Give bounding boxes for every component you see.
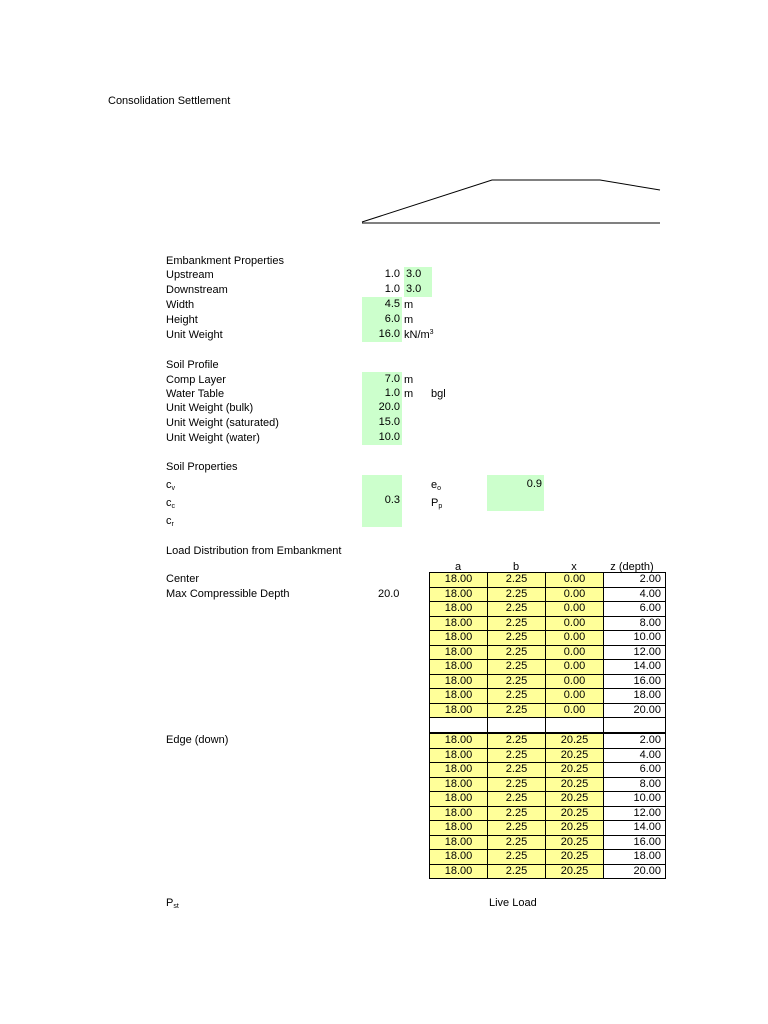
table-cell[interactable]: 18.00	[430, 864, 488, 879]
table-row	[430, 616, 666, 631]
table-cell[interactable]: 2.25	[488, 645, 546, 660]
table-cell[interactable]: 18.00	[430, 748, 488, 763]
table-row	[430, 703, 666, 718]
table-cell[interactable]: 20.25	[546, 777, 604, 792]
table-cell[interactable]: 2.25	[488, 792, 546, 807]
center-load-table	[429, 572, 666, 733]
table-row	[430, 734, 666, 749]
cr-label: $c_r$	[166, 515, 174, 528]
table-row	[430, 660, 666, 675]
table-cell[interactable]: 18.00	[430, 763, 488, 778]
table-cell[interactable]: 18.00	[604, 850, 666, 865]
max-depth-label: Max Compressible Depth	[166, 588, 290, 600]
table-cell[interactable]: 18.00	[430, 777, 488, 792]
table-cell[interactable]: 18.00	[430, 792, 488, 807]
table-cell[interactable]: 0.00	[546, 602, 604, 617]
table-cell[interactable]: 2.25	[488, 616, 546, 631]
embankment-value-secondary[interactable]: 3.0	[404, 267, 432, 282]
table-row	[430, 645, 666, 660]
embankment-unit: m	[404, 314, 414, 326]
table-cell[interactable]: 20.25	[546, 864, 604, 879]
soil-profile-value[interactable]: 10.0	[362, 430, 402, 445]
soil-profile-label: Unit Weight (saturated)	[166, 417, 279, 429]
table-cell[interactable]: 20.00	[604, 703, 666, 718]
soil-profile-heading: Soil Profile	[166, 359, 219, 371]
table-cell[interactable]: 2.25	[488, 631, 546, 646]
table-cell[interactable]: 18.00	[430, 689, 488, 704]
table-row	[430, 631, 666, 646]
table-cell[interactable]: 0.00	[546, 703, 604, 718]
embankment-label: Upstream	[166, 269, 214, 281]
table-cell[interactable]: 0.00	[546, 631, 604, 646]
pp-label: $P_p$	[431, 497, 443, 510]
embankment-value[interactable]: 1.0	[384, 283, 400, 295]
table-row-blank	[430, 718, 666, 733]
table-row	[430, 850, 666, 865]
table-row	[430, 689, 666, 704]
table-cell[interactable]: 20.25	[546, 835, 604, 850]
table-cell[interactable]: 20.25	[546, 763, 604, 778]
table-row	[430, 821, 666, 836]
table-cell[interactable]	[546, 718, 604, 733]
table-cell[interactable]: 18.00	[430, 587, 488, 602]
table-cell[interactable]: 2.25	[488, 703, 546, 718]
table-cell[interactable]: 2.25	[488, 689, 546, 704]
table-cell[interactable]: 20.25	[546, 850, 604, 865]
table-row	[430, 602, 666, 617]
table-cell[interactable]: 10.00	[604, 631, 666, 646]
max-depth-value: 20.0	[378, 588, 400, 600]
col-header-a: a	[454, 561, 462, 573]
table-cell[interactable]: 2.25	[488, 864, 546, 879]
table-cell[interactable]: 0.00	[546, 645, 604, 660]
soil-profile-value[interactable]: 20.0	[362, 400, 402, 415]
table-cell[interactable]: 8.00	[604, 777, 666, 792]
table-cell[interactable]	[604, 718, 666, 733]
table-cell[interactable]: 2.25	[488, 602, 546, 617]
soil-profile-label: Unit Weight (bulk)	[166, 402, 254, 414]
table-cell[interactable]: 2.25	[488, 777, 546, 792]
table-cell[interactable]: 2.00	[604, 573, 666, 588]
table-row	[430, 864, 666, 879]
embankment-label: Unit Weight	[166, 329, 223, 341]
soil-profile-note: bgl	[431, 388, 446, 400]
soil-profile-value[interactable]: 1.0	[362, 386, 402, 401]
table-cell[interactable]: 20.25	[546, 748, 604, 763]
embankment-value-secondary[interactable]: 3.0	[404, 282, 432, 297]
table-cell[interactable]: 18.00	[430, 674, 488, 689]
table-cell[interactable]: 18.00	[430, 734, 488, 749]
table-cell[interactable]: 16.00	[604, 674, 666, 689]
table-cell[interactable]: 18.00	[430, 573, 488, 588]
table-cell[interactable]: 18.00	[430, 806, 488, 821]
col-header-z: z (depth)	[610, 561, 654, 573]
table-cell[interactable]: 2.00	[604, 734, 666, 749]
soil-profile-unit: m	[404, 388, 414, 400]
eo-value[interactable]: 0.9	[487, 475, 544, 493]
eo-label: $e_o$	[431, 479, 442, 492]
embankment-label: Height	[166, 314, 198, 326]
table-cell[interactable]: 0.00	[546, 689, 604, 704]
table-cell[interactable]: 2.25	[488, 821, 546, 836]
cv-label: $c_v$	[166, 479, 175, 492]
col-header-x: x	[571, 561, 577, 573]
soil-properties-heading: Soil Properties	[166, 461, 238, 473]
table-cell[interactable]: 4.00	[604, 587, 666, 602]
embankment-value[interactable]: 1.0	[384, 268, 400, 280]
table-cell[interactable]: 18.00	[430, 616, 488, 631]
table-cell[interactable]: 18.00	[430, 645, 488, 660]
table-cell[interactable]: 2.25	[488, 734, 546, 749]
table-row	[430, 748, 666, 763]
table-cell[interactable]: 2.25	[488, 850, 546, 865]
table-cell[interactable]: 16.00	[604, 835, 666, 850]
pst-label: $P_{st}$	[166, 897, 179, 910]
table-cell[interactable]: 18.00	[430, 821, 488, 836]
table-row	[430, 777, 666, 792]
soil-profile-label: Water Table	[166, 388, 225, 400]
cc-label: $c_c$	[166, 497, 175, 510]
soil-profile-label: Comp Layer	[166, 374, 226, 386]
table-cell[interactable]: 18.00	[430, 631, 488, 646]
table-cell[interactable]: 0.00	[546, 616, 604, 631]
soil-profile-value[interactable]: 15.0	[362, 415, 402, 430]
table-cell[interactable]: 20.00	[604, 864, 666, 879]
embankment-unit: m	[404, 299, 414, 311]
table-cell[interactable]: 4.00	[604, 748, 666, 763]
table-row	[430, 573, 666, 588]
table-row	[430, 835, 666, 850]
center-label: Center	[166, 573, 200, 585]
table-cell[interactable]: 0.00	[546, 573, 604, 588]
table-cell[interactable]: 6.00	[604, 602, 666, 617]
table-row	[430, 806, 666, 821]
table-cell[interactable]: 18.00	[430, 850, 488, 865]
edge-load-table	[429, 733, 666, 879]
table-cell[interactable]: 18.00	[604, 689, 666, 704]
table-cell[interactable]: 12.00	[604, 806, 666, 821]
table-cell[interactable]: 18.00	[430, 835, 488, 850]
col-header-b: b	[512, 561, 520, 573]
embankment-value[interactable]: 6.0	[362, 312, 402, 327]
table-cell[interactable]: 6.00	[604, 763, 666, 778]
table-cell[interactable]	[430, 718, 488, 733]
table-row	[430, 674, 666, 689]
table-cell[interactable]: 2.25	[488, 806, 546, 821]
live-load-label: Live Load	[489, 897, 537, 909]
table-cell[interactable]: 2.25	[488, 674, 546, 689]
table-cell[interactable]: 2.25	[488, 835, 546, 850]
table-cell[interactable]: 8.00	[604, 616, 666, 631]
table-row	[430, 763, 666, 778]
table-row	[430, 587, 666, 602]
load-heading: Load Distribution from Embankment	[166, 545, 342, 557]
soil-profile-unit: m	[404, 374, 414, 386]
table-cell[interactable]: 14.00	[604, 821, 666, 836]
page-title: Consolidation Settlement	[108, 95, 231, 107]
table-cell[interactable]: 10.00	[604, 792, 666, 807]
cc-value[interactable]: 0.3	[362, 493, 402, 507]
embankment-value[interactable]: 16.0	[362, 327, 402, 342]
table-cell[interactable]: 20.25	[546, 792, 604, 807]
table-cell[interactable]: 0.00	[546, 660, 604, 675]
table-cell[interactable]: 2.25	[488, 660, 546, 675]
table-cell[interactable]: 20.25	[546, 806, 604, 821]
pp-value[interactable]	[487, 493, 544, 511]
table-cell[interactable]: 0.00	[546, 674, 604, 689]
table-cell[interactable]: 18.00	[430, 660, 488, 675]
table-cell[interactable]: 20.25	[546, 821, 604, 836]
embankment-label: Downstream	[166, 284, 228, 296]
embankment-heading: Embankment Properties	[166, 255, 284, 267]
table-cell[interactable]: 0.00	[546, 587, 604, 602]
table-cell[interactable]: 12.00	[604, 645, 666, 660]
soil-profile-label: Unit Weight (water)	[166, 432, 260, 444]
table-cell[interactable]: 20.25	[546, 734, 604, 749]
table-cell[interactable]: 2.25	[488, 573, 546, 588]
embankment-label: Width	[166, 299, 195, 311]
table-cell[interactable]: 2.25	[488, 587, 546, 602]
table-cell[interactable]: 2.25	[488, 763, 546, 778]
embankment-unit: $kN/m^3$	[404, 329, 434, 341]
table-row	[430, 792, 666, 807]
soil-profile-value[interactable]: 7.0	[362, 372, 402, 387]
embankment-outline	[362, 180, 660, 222]
embankment-sketch	[360, 176, 662, 226]
table-cell[interactable]	[488, 718, 546, 733]
edge-label: Edge (down)	[166, 734, 229, 746]
table-cell[interactable]: 18.00	[430, 602, 488, 617]
table-cell[interactable]: 2.25	[488, 748, 546, 763]
table-cell[interactable]: 14.00	[604, 660, 666, 675]
embankment-value[interactable]: 4.5	[362, 297, 402, 312]
table-cell[interactable]: 18.00	[430, 703, 488, 718]
